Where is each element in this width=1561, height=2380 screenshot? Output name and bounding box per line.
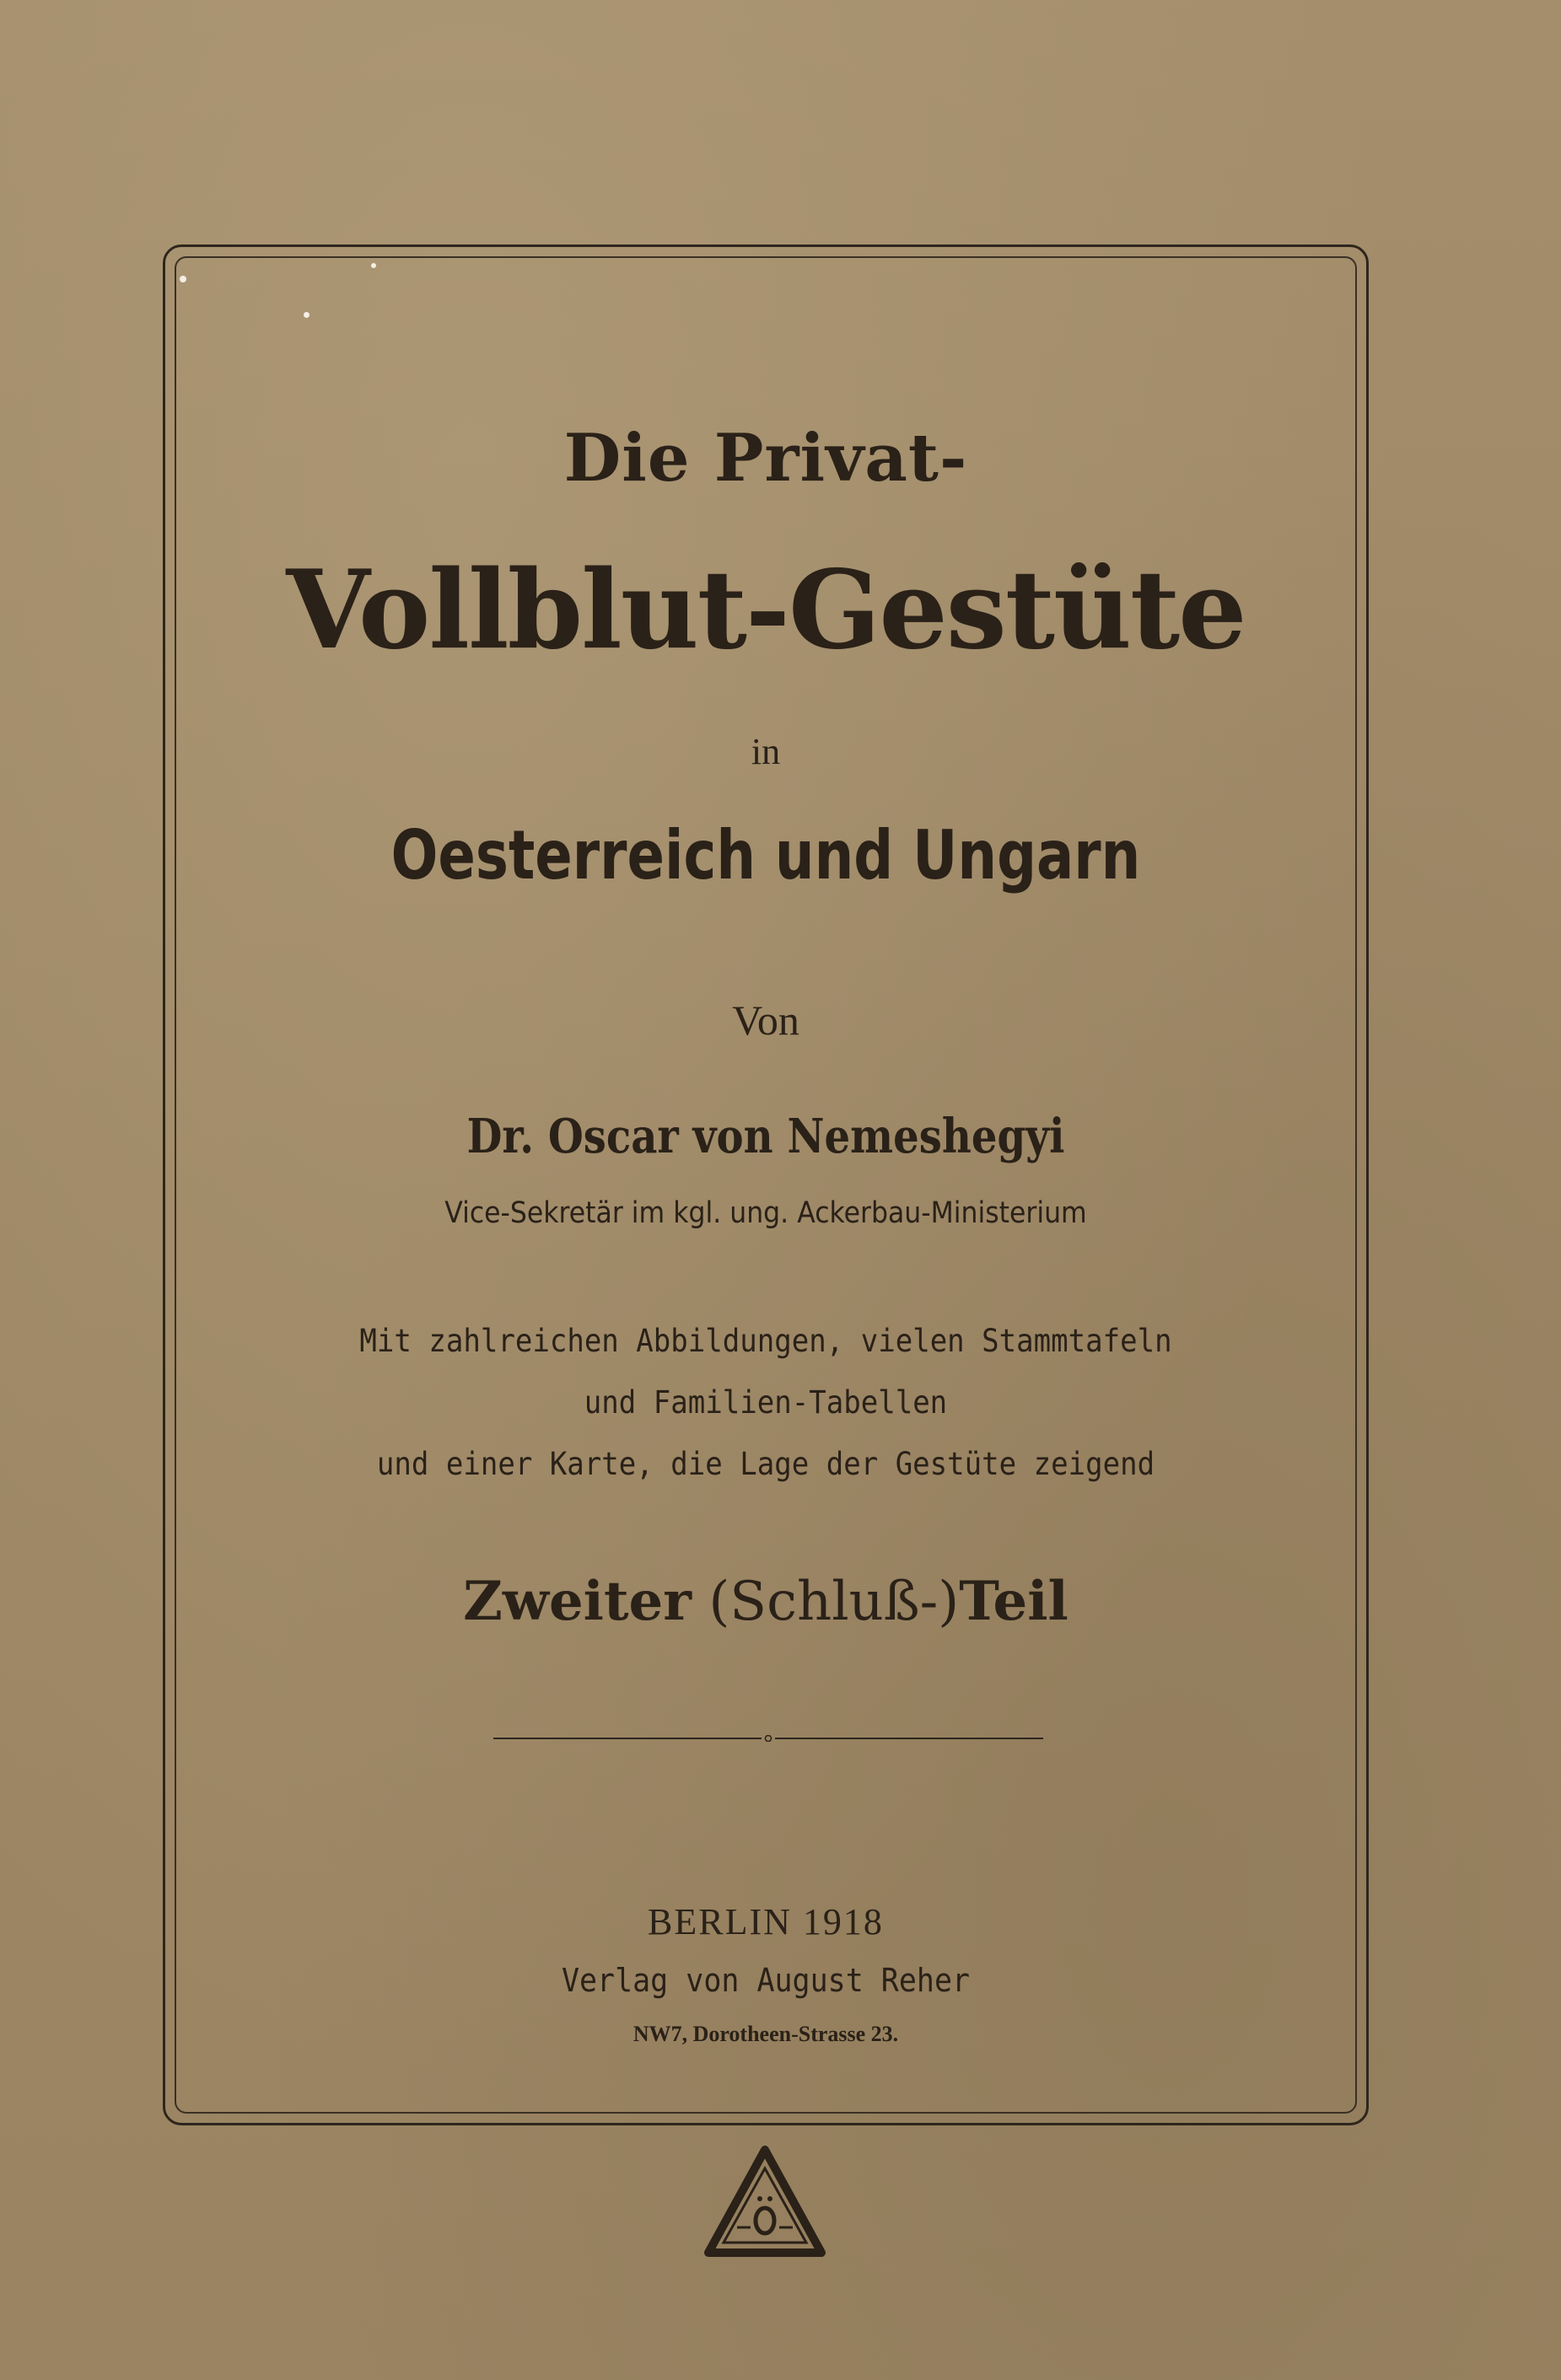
part-label-number: Zweiter bbox=[463, 1570, 692, 1633]
part-label-qualifier: (Schluß-) bbox=[691, 1571, 960, 1633]
page-frame-inner bbox=[175, 256, 1357, 2114]
author-name: Dr. Oscar von Nemeshegyi bbox=[466, 1109, 1065, 1164]
title-connector: in bbox=[751, 731, 781, 772]
triangle-o-logo-icon bbox=[702, 2143, 828, 2261]
description-line-3: und einer Karte, die Lage der Gestüte zeigend bbox=[376, 1446, 1155, 1482]
ornamental-divider bbox=[493, 1735, 1043, 1742]
place-year: BERLIN 1918 bbox=[648, 1901, 884, 1942]
author-role: Vice-Sekretär im kgl. ung. Ackerbau-Ministerium bbox=[444, 1196, 1087, 1230]
description-line-2: und Familien-Tabellen bbox=[584, 1384, 948, 1421]
publisher: Verlag von August Reher bbox=[561, 1962, 971, 1999]
part-label bbox=[175, 1570, 1357, 1633]
subtitle: Oesterreich und Ungarn bbox=[390, 816, 1141, 895]
main-title: Vollblut-Gestüte bbox=[286, 547, 1246, 674]
title-prefix: Die Privat- bbox=[563, 420, 968, 497]
part-label-word: Teil bbox=[959, 1570, 1068, 1633]
description-line-1: Mit zahlreichen Abbildungen, vielen Stammtafeln bbox=[359, 1323, 1172, 1359]
by-line: Von bbox=[732, 997, 799, 1044]
publisher-address: NW7, Dorotheen-Strasse 23. bbox=[632, 2022, 899, 2046]
